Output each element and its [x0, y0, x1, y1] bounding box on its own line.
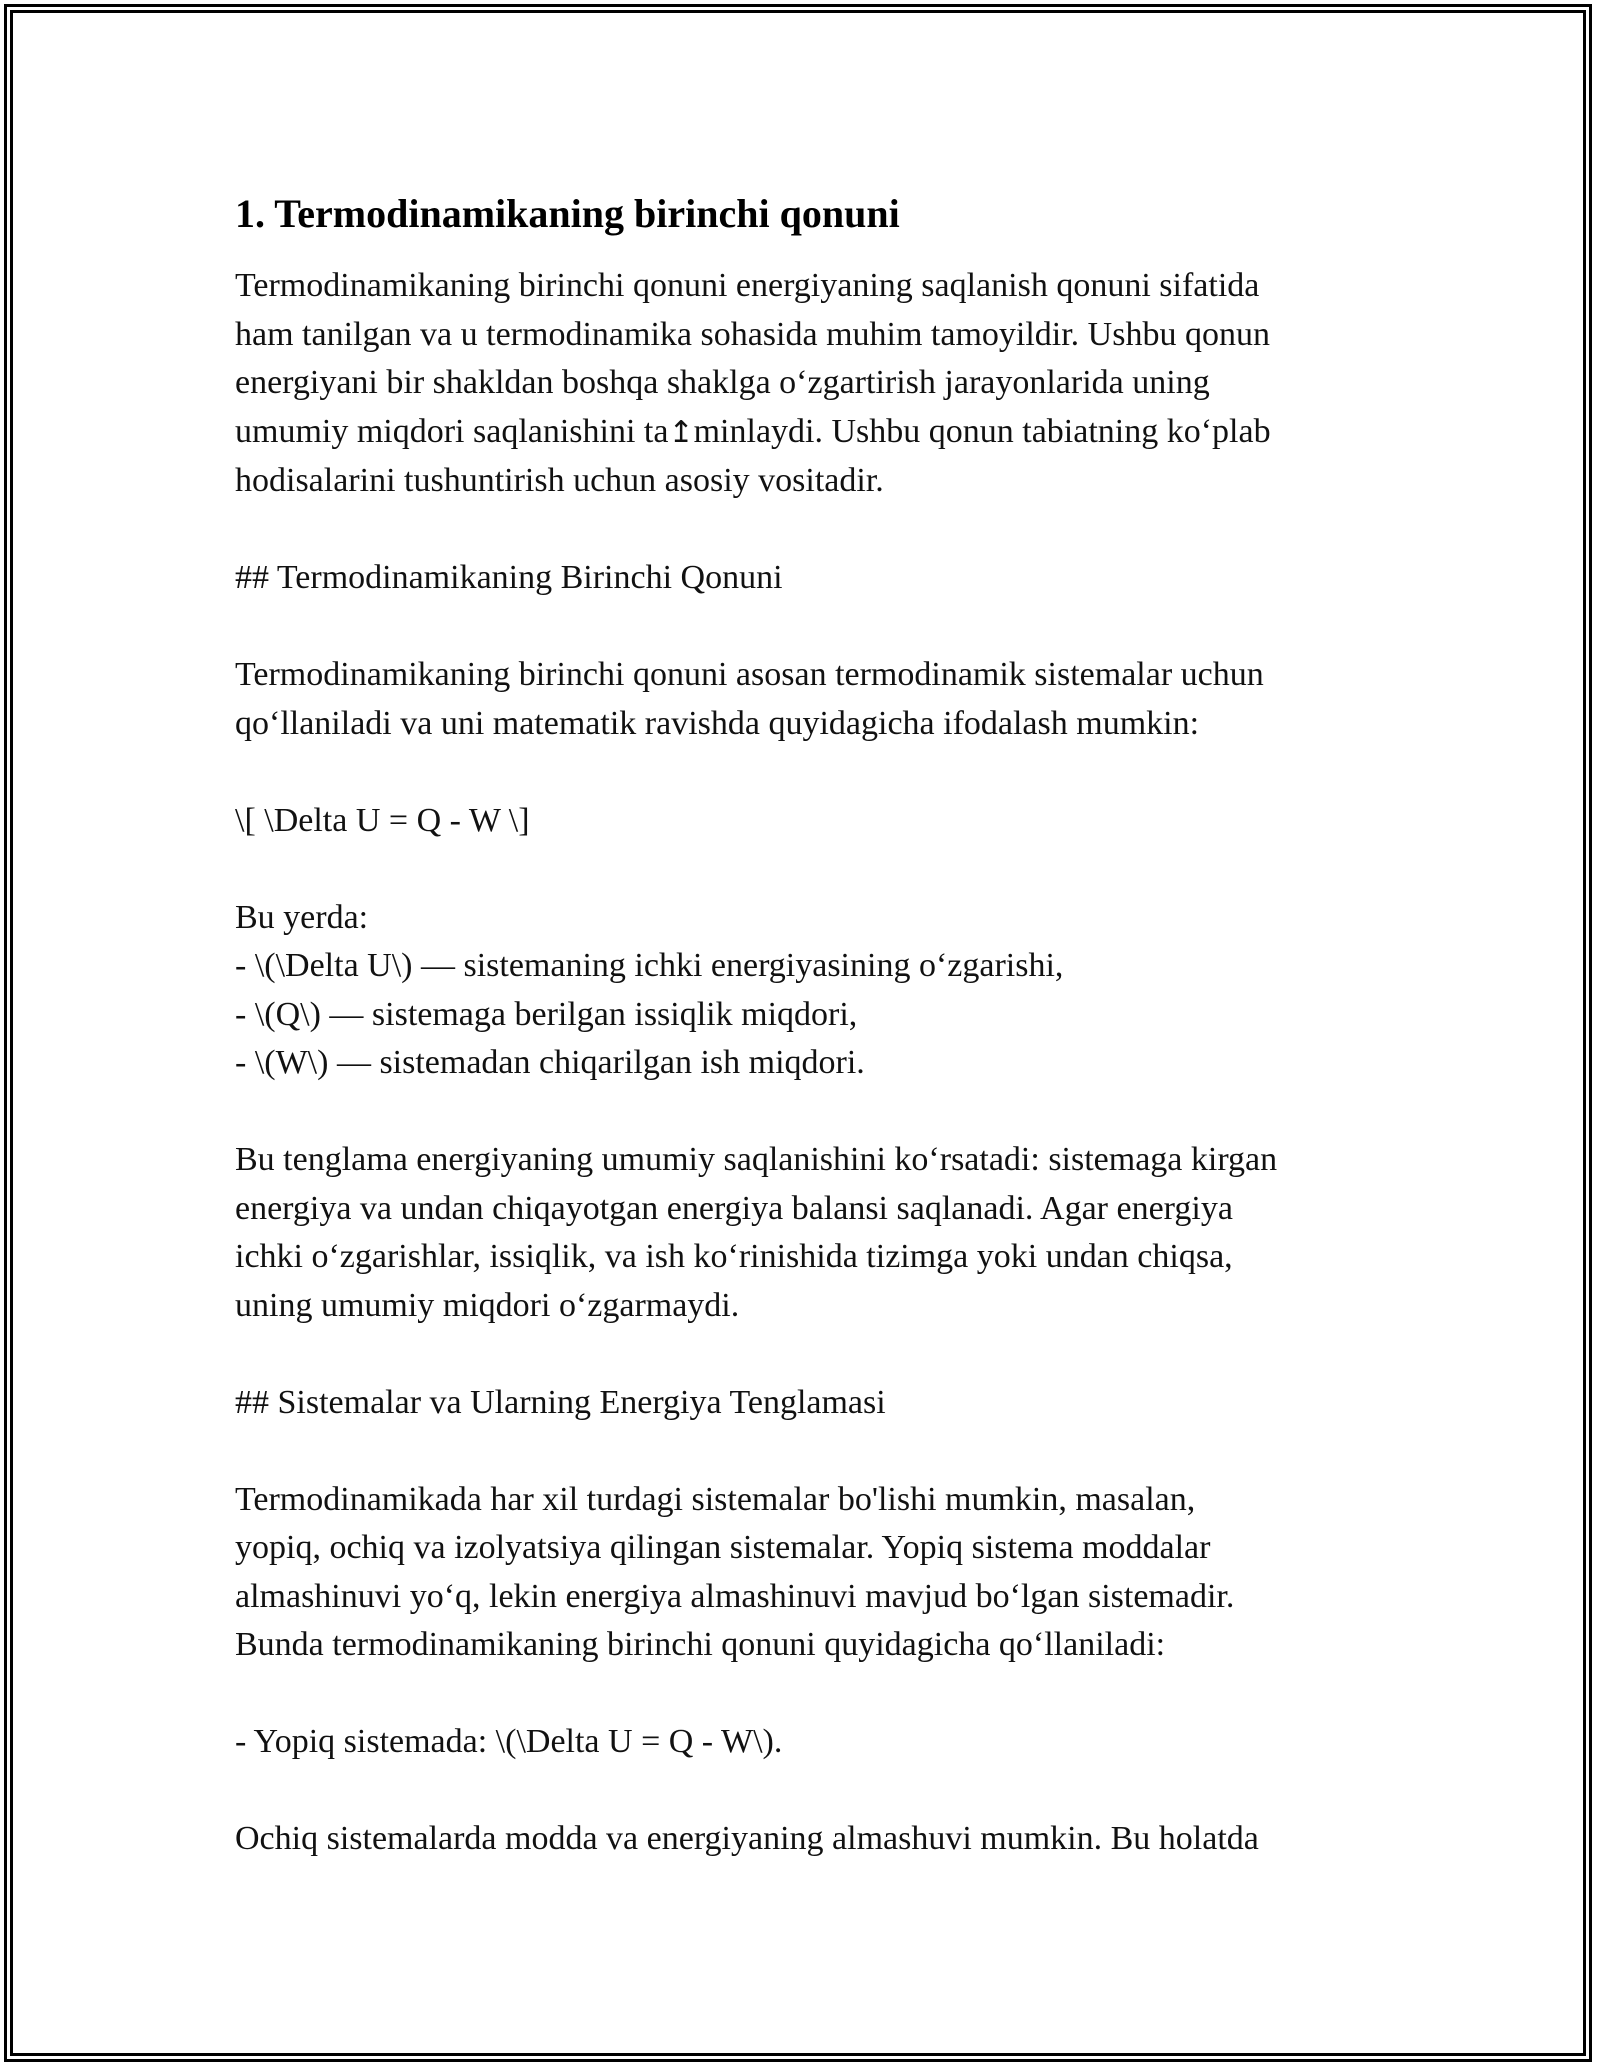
formula: \[ \Delta U = Q - W \] — [235, 801, 530, 839]
intro-paragraph — [235, 262, 1395, 506]
balance-paragraph — [235, 1136, 1395, 1330]
definitions-list — [235, 894, 1395, 1088]
text-line: Termodinamikaning birinchi qonuni asosan termodinamik sistemalar uchun — [235, 656, 1264, 693]
blank-line — [235, 1330, 1395, 1379]
text-line: hodisalarini tushuntirish uchun asosiy vositadir. — [235, 462, 884, 499]
list-item: - \(W\) — sistemadan chiqarilgan ish miqdori. — [235, 1044, 865, 1081]
blank-line — [235, 1670, 1395, 1719]
text-line: Ochiq sistemalarda modda va energiyaning almashuvi mumkin. Bu holatda — [235, 1820, 1259, 1857]
markdown-heading: ## Sistemalar va Ularning Energiya Tenglamasi — [235, 1383, 886, 1421]
subheading-systems — [235, 1379, 1395, 1428]
text-line: yopiq, ochiq va izolyatsiya qilingan sistemalar. Yopiq sistema moddalar — [235, 1529, 1211, 1566]
subheading-first-law — [235, 554, 1395, 603]
text-line: uning umumiy miqdori oʻzgarmaydi. — [235, 1286, 740, 1324]
text-line: Termodinamikada har xil turdagi sistemalar bo'lishi mumkin, masalan, — [235, 1480, 1196, 1518]
blank-line — [235, 845, 1395, 894]
text-line-with-glyph — [235, 408, 1395, 458]
blank-line — [235, 506, 1395, 555]
text-line: Bu tenglama energiyaning umumiy saqlanishini koʻrsatadi: sistemaga kirgan — [235, 1141, 1278, 1178]
text-line: Bunda termodinamikaning birinchi qonuni quyidagicha qoʻllaniladi: — [235, 1626, 1166, 1663]
blank-line — [235, 603, 1395, 652]
markdown-heading: ## Termodinamikaning Birinchi Qonuni — [235, 559, 783, 596]
blank-line — [235, 1427, 1395, 1476]
closed-system-formula — [235, 1718, 1395, 1767]
text-fragment: umumiy miqdori saqlanishini ta — [235, 412, 669, 450]
list-item: - \(\Delta U\) — sistemaning ichki energiyasining oʻzgarishi, — [235, 947, 1064, 984]
text-line: almashinuvi yoʻq, lekin energiya almashinuvi mavjud boʻlgan sistemadir. — [235, 1577, 1235, 1615]
text-line: ham tanilgan va u termodinamika sohasida muhim tamoyildir. Ushbu qonun — [235, 315, 1270, 353]
text-line: energiya va undan chiqayotgan energiya balansi saqlanadi. Agar energiya — [235, 1189, 1233, 1227]
formula-block — [235, 797, 1395, 846]
blank-line — [235, 748, 1395, 797]
text-line: qoʻllaniladi va uni matematik ravishda quyidagicha ifodalash mumkin: — [235, 704, 1200, 742]
document-body — [235, 186, 1395, 1864]
text-fragment: minlaydi. Ushbu qonun tabiatning koʻplab — [693, 412, 1271, 450]
blank-line — [235, 1767, 1395, 1816]
blank-line — [235, 1088, 1395, 1137]
list-item: - Yopiq sistemada: \(\Delta U = Q - W\). — [235, 1723, 783, 1760]
systems-paragraph — [235, 1476, 1395, 1670]
section-title: 1. Termodinamikaning birinchi qonuni — [235, 191, 900, 236]
text-line: ichki oʻzgarishlar, issiqlik, va ish koʻrinishida tizimga yoki undan chiqsa, — [235, 1238, 1233, 1275]
law-paragraph — [235, 651, 1395, 748]
text-line: Termodinamikaning birinchi qonuni energiyaning saqlanish qonuni sifatida — [235, 267, 1260, 304]
list-item: - \(Q\) — sistemaga berilgan issiqlik miqdori, — [235, 995, 858, 1033]
text-line: energiyani bir shakldan boshqa shaklga oʻzgartirish jarayonlarida uning — [235, 364, 1210, 401]
open-systems-paragraph — [235, 1815, 1395, 1864]
list-intro: Bu yerda: — [235, 898, 369, 936]
stray-glyph: ↥ — [668, 414, 694, 450]
